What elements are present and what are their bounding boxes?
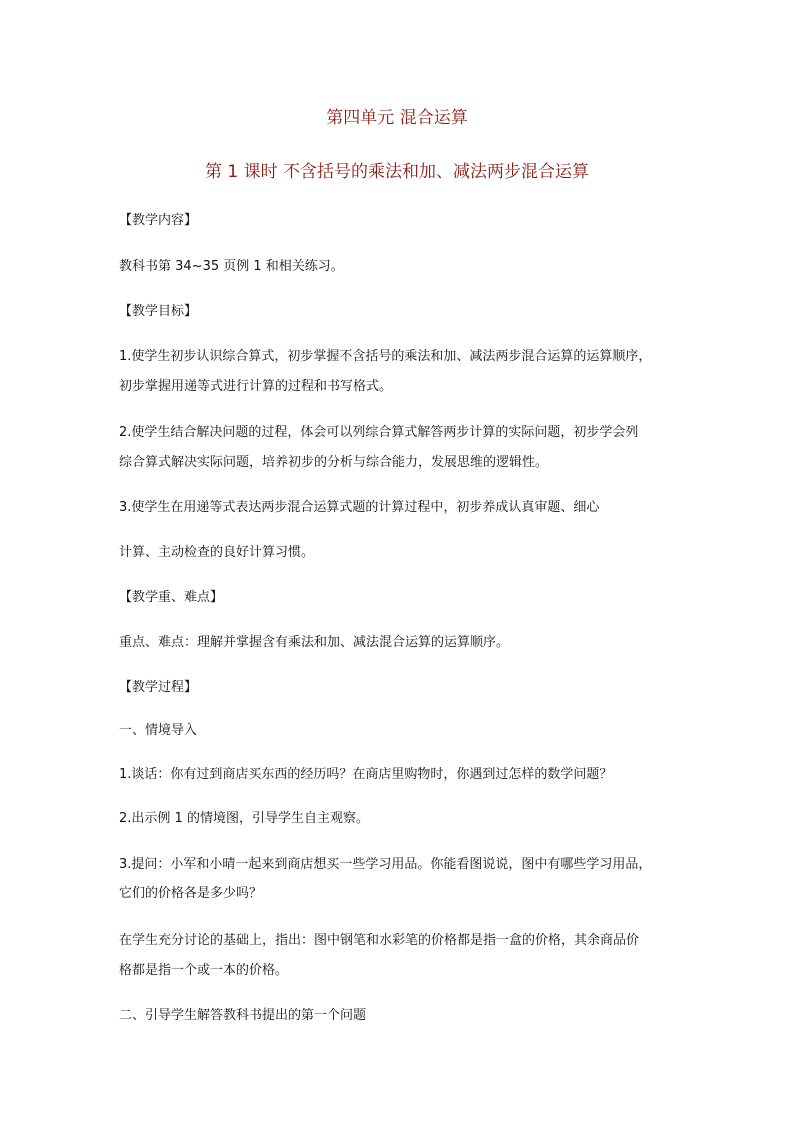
goal-2-line-1: 2.使学生结合解决问题的过程，体会可以列综合算式解答两步计算的实际问题，初步学会列 [119,425,639,440]
content-heading: 【教学内容】 [119,213,198,228]
goal-3-line-2: 计算、主动检查的良好计算习惯。 [119,545,315,560]
discussion-line-1: 在学生充分讨论的基础上，指出：图中钢笔和水彩笔的价格都是指一盒的价格，其余商品价 [119,933,640,948]
goals-heading: 【教学目标】 [119,304,198,319]
lesson-title: 第 1 课时 不含括号的乘法和加、减法两步混合运算 [204,162,590,182]
goal-3-line-1: 3.使学生在用递等式表达两步混合运算式题的计算过程中，初步养成认真审题、细心 [119,500,600,515]
discussion-line-2: 格都是指一个或一本的价格。 [119,963,289,978]
goal-1-line-1: 1.使学生初步认识综合算式，初步掌握不含括号的乘法和加、减法两步混合运算的运算顺序， [119,349,652,364]
content-text: 教科书第 34~35 页例 1 和相关练习。 [119,259,344,274]
step-1: 1.谈话：你有过到商店买东西的经历吗？在商店里购物时，你遇到过怎样的数学问题？ [119,767,613,782]
step-3-line-2: 它们的价格各是多少吗？ [119,886,263,901]
unit-title: 第四单元 混合运算 [326,108,468,128]
goal-2-line-2: 综合算式解决实际问题，培养初步的分析与综合能力，发展思维的逻辑性。 [119,455,549,470]
part-2-heading: 二、引导学生解答教科书提出的第一个问题 [119,1008,367,1023]
key-points-text: 重点、难点：理解并掌握含有乘法和加、减法混合运算的运算顺序。 [119,635,510,650]
key-points-heading: 【教学重、难点】 [119,590,224,605]
part-1-heading: 一、情境导入 [119,723,198,738]
step-2: 2.出示例 1 的情境图，引导学生自主观察。 [119,811,369,826]
step-3-line-1: 3.提问：小军和小晴一起来到商店想买一些学习用品。你能看图说说，图中有哪些学习用品， [119,857,652,872]
goal-1-line-2: 初步掌握用递等式进行计算的过程和书写格式。 [119,379,393,394]
process-heading: 【教学过程】 [119,680,198,695]
